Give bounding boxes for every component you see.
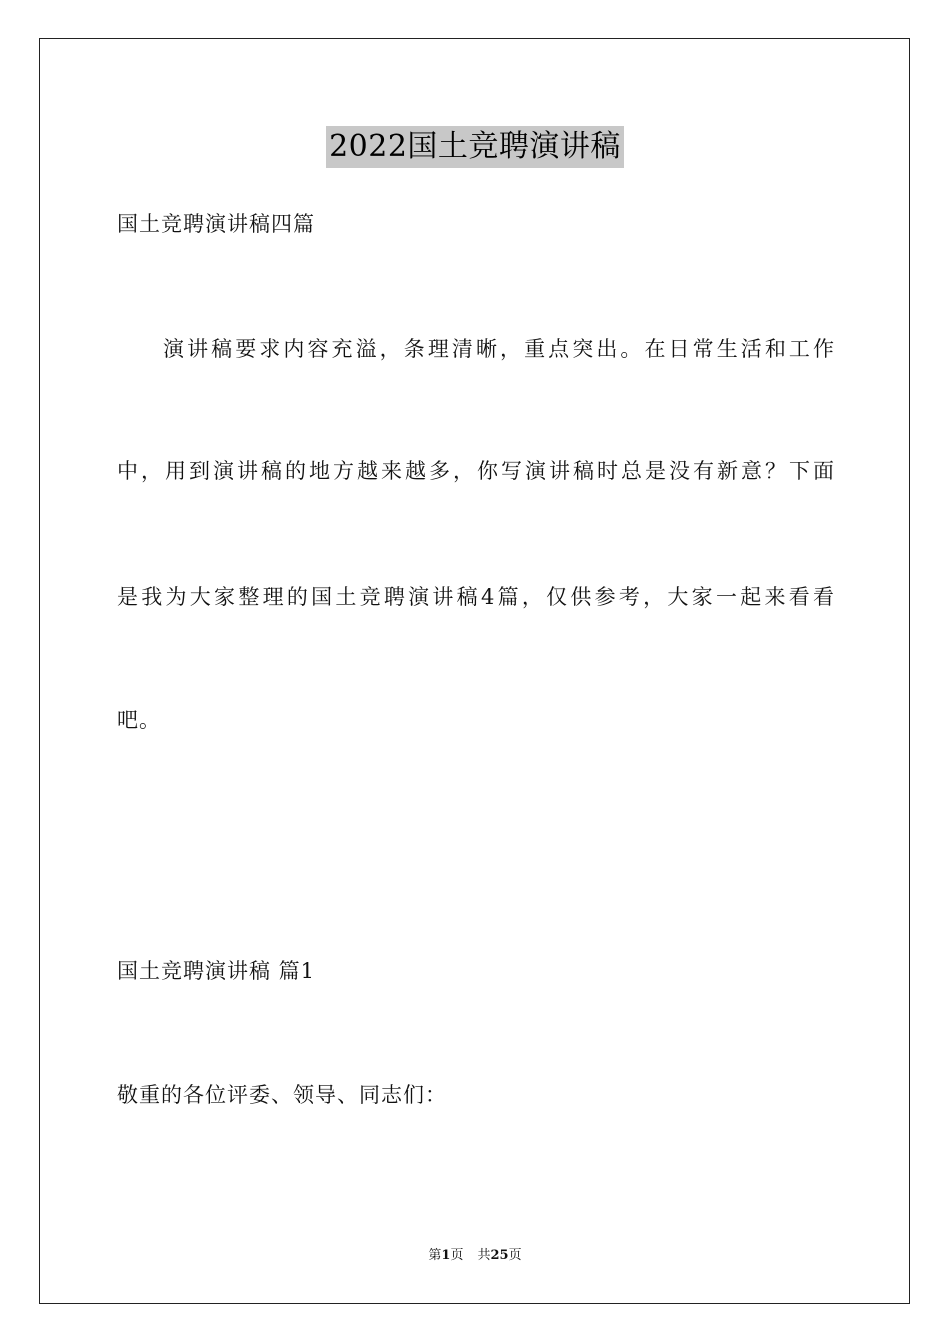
intro-line-2: 中，用到演讲稿的地方越来越多，你写演讲稿时总是没有新意？下面 — [117, 459, 835, 483]
footer-page-prefix: 第 — [428, 1248, 442, 1263]
intro-line-4: 吧。 — [117, 708, 161, 732]
page-footer — [0, 1246, 950, 1266]
footer-page-total: 25 — [490, 1248, 509, 1263]
footer-total-prefix: 共 — [477, 1248, 491, 1263]
intro-line-3: 是我为大家整理的国土竞聘演讲稿4篇，仅供参考，大家一起来看看 — [117, 585, 835, 609]
salutation: 敬重的各位评委、领导、同志们： — [117, 1083, 447, 1107]
document-title: 2022国土竞聘演讲稿 — [326, 126, 624, 168]
footer-total-suffix: 页 — [508, 1248, 522, 1263]
title-container — [0, 126, 950, 168]
footer-page-current: 1 — [441, 1248, 451, 1263]
footer-page-suffix: 页 — [450, 1248, 464, 1263]
document-subtitle: 国土竞聘演讲稿四篇 — [117, 212, 315, 236]
intro-line-1: 演讲稿要求内容充溢，条理清晰，重点突出。在日常生活和工作 — [163, 337, 835, 361]
section-heading: 国土竞聘演讲稿 篇1 — [117, 959, 316, 983]
